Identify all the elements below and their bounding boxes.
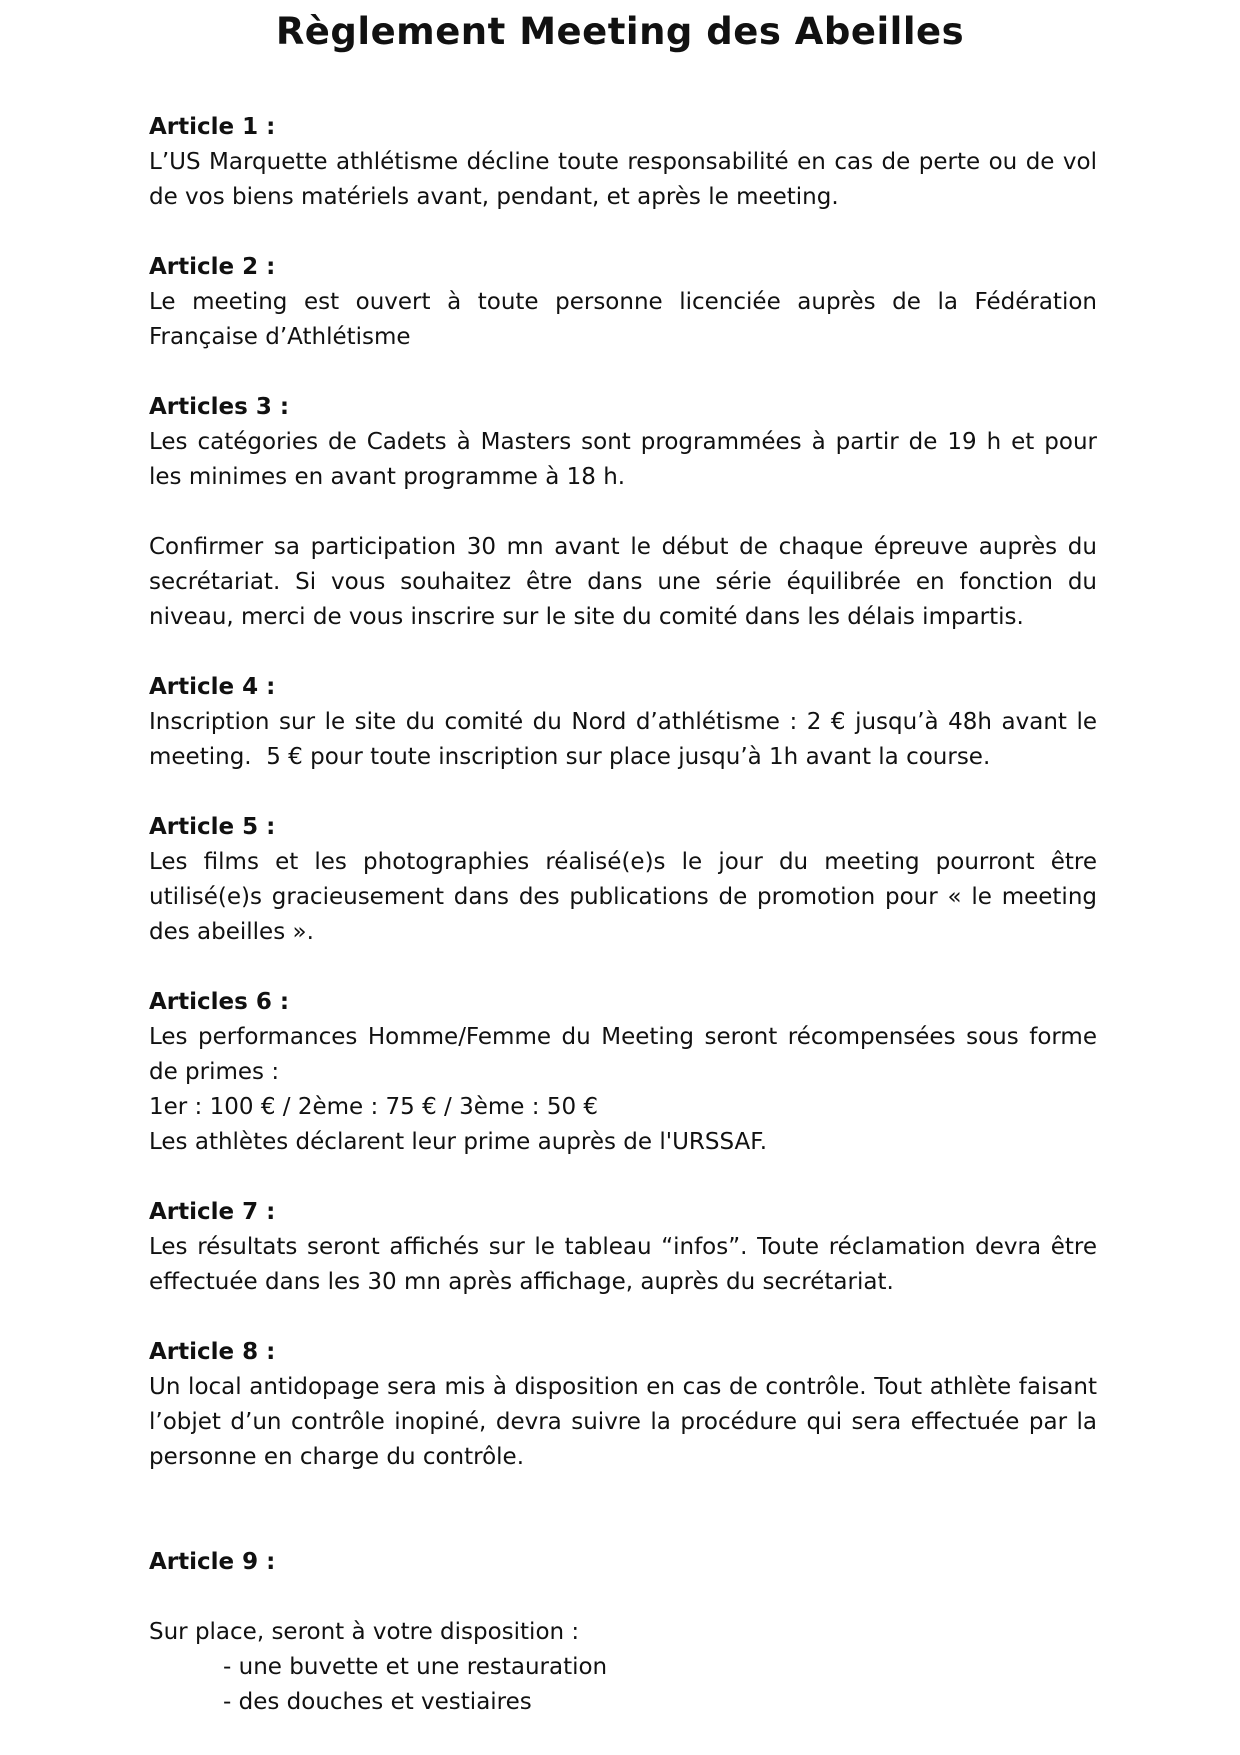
article-heading: Article 1 : <box>149 114 276 140</box>
article-text: Les performances Homme/Femme du Meeting seront récompensées sous forme de primes : <box>149 1024 1097 1085</box>
article-text: Un local antidopage sera mis à disposition en cas de contrôle. Tout athlète faisant l’objet d’un contrôle inopiné, devra suivre la procédure qui sera effectuée par la personne en charge du contrôle. <box>149 1374 1097 1470</box>
article-9 <box>149 1545 1097 1720</box>
article-heading: Article 8 : <box>149 1339 276 1365</box>
article-4 <box>149 670 1105 775</box>
list-item: - une buvette et une restauration <box>223 1654 608 1680</box>
article-heading: Articles 3 : <box>149 394 290 420</box>
article-7 <box>149 1195 1097 1300</box>
article-6 <box>149 985 1097 1160</box>
article-2 <box>149 250 1097 355</box>
article-heading: Article 5 : <box>149 814 276 840</box>
article-text: Le meeting est ouvert à toute personne licenciée auprès de la Fédération Française d’Athlétisme <box>149 289 1097 350</box>
article-heading: Article 7 : <box>149 1199 276 1225</box>
list-item: - des douches et vestiaires <box>223 1689 532 1715</box>
paragraph-spacer <box>149 1580 1097 1615</box>
article-text: Les athlètes déclarent leur prime auprès de l'URSSAF. <box>149 1129 768 1155</box>
article-text: Les catégories de Cadets à Masters sont programmées à partir de 19 h et pour les minimes en avant programme à 18 h. <box>149 429 1097 490</box>
article-text: Sur place, seront à votre disposition : <box>149 1619 580 1645</box>
page-title: Règlement Meeting des Abeilles <box>275 10 965 53</box>
article-text: L’US Marquette athlétisme décline toute responsabilité en cas de perte ou de vol de vos biens matériels avant, pendant, et après le meeting. <box>149 149 1097 210</box>
paragraph-spacer <box>149 495 1097 530</box>
article-1 <box>149 110 1097 215</box>
document-body <box>149 110 1105 1755</box>
article-3 <box>149 390 1097 635</box>
article-heading: Article 9 : <box>149 1549 276 1575</box>
article-heading: Article 2 : <box>149 254 276 280</box>
article-text: Confirmer sa participation 30 mn avant le début de chaque épreuve auprès du secrétariat. Si vous souhaitez être dans une série équilibrée en fonction du niveau, merci de vous inscrire sur le site du comité dans les délais impartis. <box>149 534 1097 630</box>
article-heading: Articles 6 : <box>149 989 290 1015</box>
article-8 <box>149 1335 1097 1475</box>
article-text: Inscription sur le site du comité du Nord d’athlétisme : 2 € jusqu’à 48h avant le meeting. 5 € pour toute inscription sur place jusqu’à 1h avant la course. <box>149 709 1105 770</box>
article-text: Les films et les photographies réalisé(e)s le jour du meeting pourront être utilisé(e)s gracieusement dans des publications de promotion pour « le meeting des abeilles ». <box>149 849 1097 945</box>
article-heading: Article 4 : <box>149 674 276 700</box>
article-text: Les résultats seront affichés sur le tableau “infos”. Toute réclamation devra être effectuée dans les 30 mn après affichage, auprès du secrétariat. <box>149 1234 1097 1295</box>
prize-amounts: 1er : 100 € / 2ème : 75 € / 3ème : 50 € <box>149 1094 599 1120</box>
article-5 <box>149 810 1097 950</box>
